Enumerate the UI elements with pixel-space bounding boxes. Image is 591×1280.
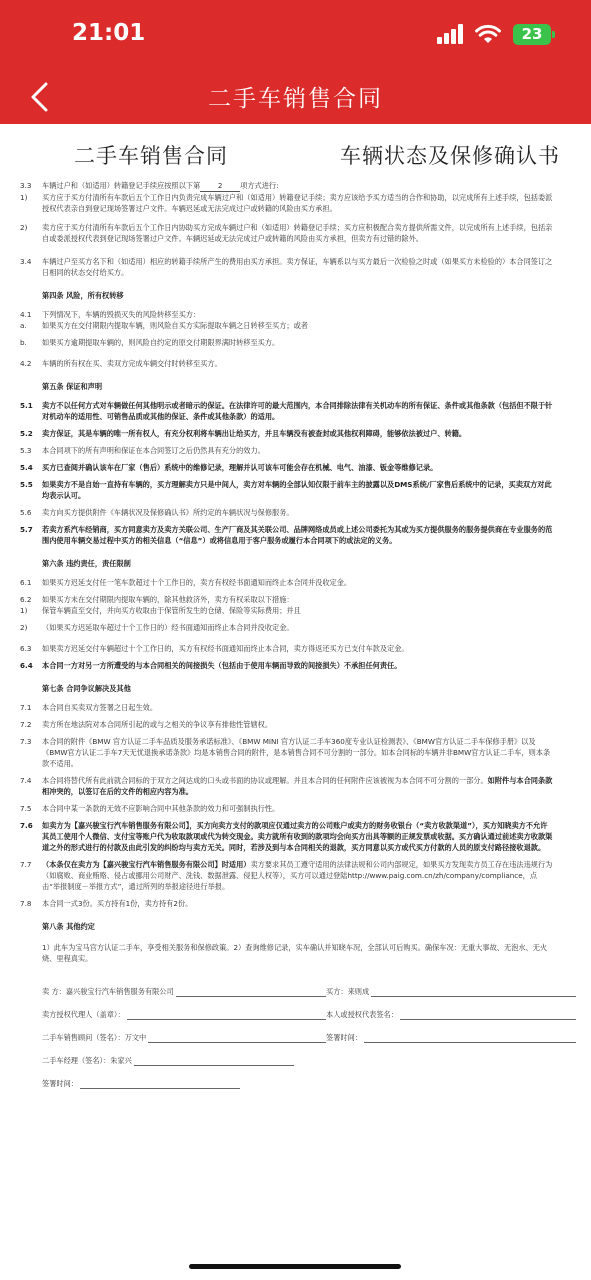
wifi-icon — [475, 24, 501, 44]
clause-7-1: 7.1 本合同自买卖双方签署之日起生效。 — [20, 703, 158, 712]
clause-3-3-item-2: 2) 卖方应于买方付清所有车款后五个工作日内协助买方完成车辆过户和（如适用）转籍登记手续；买方应积极配合卖方提供所需文件，以完成所有上述手续，包括亲自或委派授权代表到登记现场签署过户文件。车辆迟延或无法完成过户或转籍的风险由买方承担，但卖方有过错的除外。 — [20, 223, 553, 243]
clause-5-5: 5.5 如果卖方不是自始一直持有车辆的，买方理解卖方只是中间人，卖方对车辆的全部认知仅限于前车主的披露以及DMS系统/厂家售后系统中的记录，买卖双方对此均表示认可。 — [20, 480, 552, 500]
clause-4-2: 4.2 车辆的所有权在买、卖双方完成车辆交付时转移至买方。 — [20, 359, 222, 368]
battery-icon — [513, 24, 551, 45]
contract-document[interactable] — [0, 124, 591, 1280]
clause-6-2-item-1: 1) 保管车辆直至交付，并向买方收取由于保管所发生的仓储、保险等实际费用；并且 — [20, 606, 301, 615]
clause-4-1: 4.1 下列情况下，车辆的毁损灭失的风险转移至买方： — [20, 310, 201, 319]
cellular-signal-icon — [437, 24, 463, 44]
clause-7-5: 7.5 本合同中某一条款的无效不应影响合同中其他条款的效力和可强制执行性。 — [20, 804, 280, 813]
clause-4-1-b: b. 如果买方逾期提取车辆的，则风险自约定的原交付期限界满时转移至买方。 — [20, 338, 280, 347]
section-5-title: 第五条 保证和声明 — [42, 382, 103, 391]
clause-5-4: 5.4 买方已查阅并确认该车在厂家（售后）系统中的维修记录，理解并认可该车可能会存在机械、电气、油漆、钣金等维修记录。 — [20, 463, 438, 472]
transfer-method-blank: 2 — [200, 180, 240, 192]
clause-7-2: 7.2 卖方所在地法院对本合同所引起的或与之相关的争议享有排他性管辖权。 — [20, 720, 273, 729]
clause-6-2: 6.2 如果买方未在交付期限内提取车辆的，除其他救济外，卖方有权采取以下措施： — [20, 595, 294, 604]
battery-level: 23 — [521, 25, 543, 43]
section-4-title: 第四条 风险，所有权转移 — [42, 291, 124, 300]
clause-5-1: 5.1 卖方不以任何方式对车辆做任何其他明示或者暗示的保证。在法律许可的最大范围内，本合同排除法律有关机动车的所有保证、条件或其他条款（包括但不限于针对机动车的适用性、可销售品质或其他的保证、条件或其他条款）的适用。 — [20, 401, 553, 421]
home-indicator — [189, 1264, 401, 1269]
section-8-title: 第八条 其他约定 — [42, 922, 95, 931]
clause-4-1-a: a. 如果买方在交付期限内提取车辆，则风险自买方实际提取车辆之日转移至买方；或者 — [20, 321, 308, 330]
clause-6-1: 6.1 如果买方迟延支付任一笔车款超过十个工作日的，卖方有权经书面通知而终止本合同并没收定金。 — [20, 578, 352, 587]
status-time: 21:01 — [72, 20, 146, 46]
clause-3-3: 3.3 车辆过户和（如适用）转籍登记手续应按照以下第 2 项方式进行: — [20, 181, 279, 190]
doc-header-left: 二手车销售合同 — [74, 144, 228, 168]
clause-5-3: 5.3 本合同项下的所有声明和保证在本合同签订之后仍然具有充分的效力。 — [20, 446, 265, 455]
clause-6-4: 6.4 本合同一方对另一方所遭受的与本合同相关的间接损失（包括由于使用车辆而导致的间接损失）不承担任何责任。 — [20, 661, 402, 670]
nav-bar — [0, 70, 591, 124]
clause-6-3: 6.3 如果卖方迟延交付车辆超过十个工作日的，买方有权经书面通知而终止本合同，卖方得返还买方已支付车款及定金。 — [20, 644, 409, 653]
clause-5-2: 5.2 卖方保证，其是车辆的唯一所有权人，有充分权利将车辆出让给买方，并且车辆没有被查封或其他权利障碍，能够依法被过户、转籍。 — [20, 429, 467, 438]
clause-5-7: 5.7 若卖方系汽车经销商，买方同意卖方及卖方关联公司、生产厂商及其关联公司、品牌网络成员或上述公司委托为其或为买方提供服务的服务提供商在专业服务的范围内使用车辆交易过程中买方的相关信息（“信息”）或将信息用于客户服务或履行本合同项下的或法定的义务。 — [20, 525, 553, 545]
consultant-line: 二手车销售顾问（签名）：万文中 — [42, 1032, 326, 1043]
clause-3-3-item-1: 1) 买方应于买方付清所有车款后五个工作日内负责完成车辆过户和（如适用）转籍登记手续；卖方应该给予买方适当的合作和协助，以完成所有上述手续，包括委派授权代表亲自到登记现场签署过户文件。车辆迟延或无法完成过户或转籍的风险由买方承担。 — [20, 193, 553, 213]
section-8-text: 1）此车为宝马官方认证二手车，享受相关服务和保修政策。2）查询维修记录，实车确认并知晓车况，全部认可后购买。确保车况：无重大事故、无泡水、无火烧、里程真实。 — [42, 943, 548, 963]
seller-agent-line[interactable]: 卖方授权代理人（盖章）： — [42, 1009, 326, 1020]
clause-5-6: 5.6 卖方向买方提供附件《车辆状况及保修确认书》所约定的车辆状况与保修服务。 — [20, 508, 294, 517]
clause-7-4: 7.4 本合同将替代所有此前就合同标的于双方之间达成的口头或书面的协议或理解。并且本合同的任何附件应该被视为本合同不可分割的一部分。如附件与本合同条款相冲突的，以签订在后的文件的相应内容为准。 — [20, 776, 553, 796]
section-6-title: 第六条 违约责任，责任限制 — [42, 559, 131, 568]
doc-header-right: 车辆状态及保修确认书 — [340, 144, 560, 168]
clause-3-4: 3.4 车辆过户至买方名下和（如适用）相应的转籍手续所产生的费用由买方承担。卖方保证，车辆系以与买方最后一次检验之时或（如果买方未检验的）本合同签订之日相同的状态交付给买方。 — [20, 257, 553, 277]
contract-content — [20, 180, 554, 1089]
manager-line: 二手车经理（签名）：朱家兴 — [42, 1055, 326, 1066]
buyer-time-line[interactable]: 签署时间： — [326, 1032, 576, 1043]
clause-7-7: 7.7 （本条仅在卖方为【嘉兴骏宝行汽车销售服务有限公司】时适用）卖方要求其员工遵守适用的法律法规和公司内部规定，如果买方发现卖方员工存在违法违规行为（如腐败、商业贿赂、侵占或挪用公司财产、洗钱、数据泄露、侵犯人权等），买方可以通过登陆http://www.paig.com.cn/zh/company/compliance，点击“举报制度－举报方式”，通过所列的举报途径进行举报。 — [20, 860, 553, 891]
clause-6-2-item-2: 2) （如果买方迟延取车超过十个工作日的）经书面通知而终止本合同并没收定金。 — [20, 623, 294, 632]
status-bar — [0, 0, 591, 70]
buyer-line: 买方：来则成 — [326, 986, 576, 997]
clause-7-8: 7.8 本合同一式3份。买方持有1份，卖方持有2份。 — [20, 899, 193, 908]
clause-7-6: 7.6 如卖方为【嘉兴骏宝行汽车销售服务有限公司】，买方向卖方支付的款项应仅通过卖方的公司账户或卖方的财务收银台（“卖方收款渠道”），买方知晓卖方不允许其员工使用个人微信、支付宝等账户代为收取款项或代为转交现金。卖方就所有收到的款项均会向买方出具等额的正规发票或收据。买方确认通过前述卖方收款渠道之外的形式进行的付款及由此引发的纠纷均与卖方无关。同时，若涉及到与本合同相关的退款，买方同意以买方或代买方付款的人员的原支付路径接收退款。 — [20, 821, 553, 852]
nav-title: 二手车销售合同 — [208, 86, 383, 112]
status-icons — [437, 22, 551, 46]
section-7-title: 第七条 合同争议解决及其他 — [42, 684, 131, 693]
seller-line: 卖 方：嘉兴骏宝行汽车销售服务有限公司 — [42, 986, 326, 997]
signature-block — [42, 986, 554, 1089]
seller-time-line[interactable]: 签署时间： — [42, 1078, 326, 1089]
clause-7-3: 7.3 本合同的附件《BMW 官方认证二手车品质及服务承诺标准》、《BMW MINI 官方认证二手车360度专业认证检测表》、《BMW官方认证二手车保修手册》以及《BMW官方认证二手车7天无忧退换承诺条款》均是本销售合同的附件，是本销售合同不可分割的一部分。如本合同标的车辆并非BMW官方认证二手车，则本条款不适用。 — [20, 737, 551, 768]
buyer-signature-line[interactable]: 本人或授权代表签名： — [326, 1009, 576, 1020]
